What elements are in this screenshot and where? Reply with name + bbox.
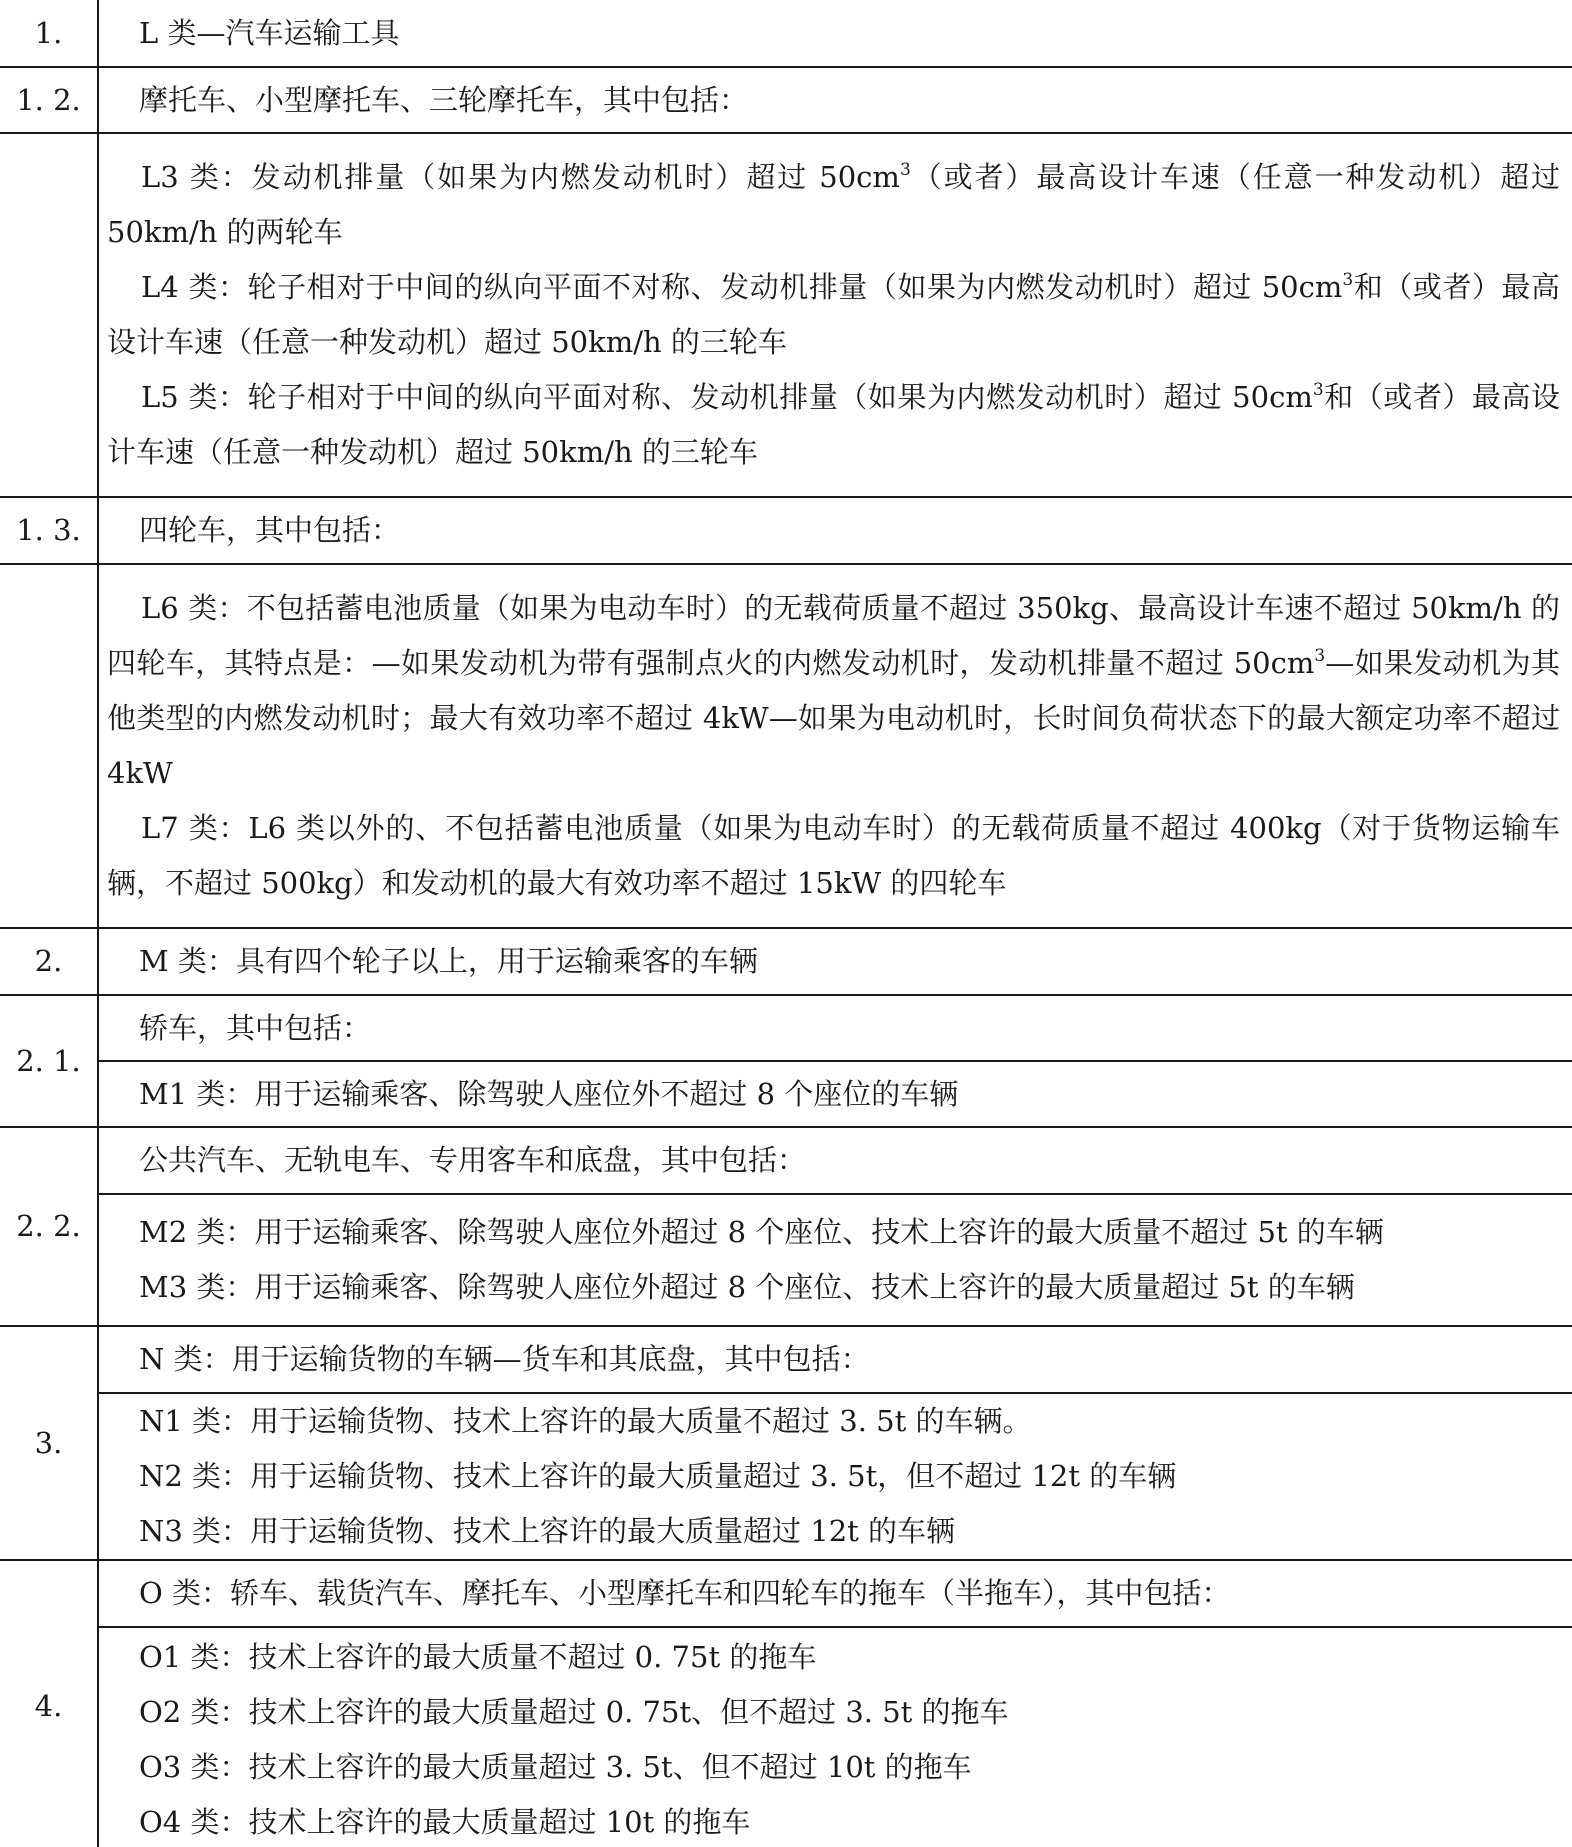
- table-row-1: [0, 0, 1572, 67]
- row-number: 1. 2.: [0, 67, 98, 133]
- table-row-2-1-m1: [0, 1061, 1572, 1127]
- row-text: O 类：轿车、载货汽车、摩托车、小型摩托车和四轮车的拖车（半拖车），其中包括：: [98, 1560, 1572, 1627]
- l4-paragraph: L4 类：轮子相对于中间的纵向平面不对称、发动机排量（如果为内燃发动机时）超过 $50cm^3$和（或者）最高设计车速（任意一种发动机）超过 50km/h 的三轮车: [107, 270, 1560, 359]
- table-row-4-head: [0, 1560, 1572, 1627]
- row-text: 轿车，其中包括：: [98, 995, 1572, 1061]
- table-row-4-o1-o4: [0, 1627, 1572, 1847]
- row-text-block: [98, 133, 1572, 497]
- row-number-empty: [0, 133, 98, 497]
- table-row-1-3: [0, 497, 1572, 564]
- table-row-1-2: [0, 67, 1572, 133]
- row-text-multi: [98, 1627, 1572, 1847]
- l6-paragraph: L6 类：不包括蓄电池质量（如果为电动车时）的无载荷质量不超过 350kg、最高设计车速不超过 50km/h 的四轮车，其特点是：—如果发动机为带有强制点火的内燃发动机时，发动机排量不超过 $50cm^3—$如果发动机为其他类型的内燃发动机时；最大有效功率不超过 4kW—如果为电动机时，长时间负荷状态下的最大额定功率不超过 4kW: [107, 591, 1560, 790]
- row-text: M1 类：用于运输乘客、除驾驶人座位外不超过 8 个座位的车辆: [98, 1061, 1572, 1127]
- l5-paragraph: L5 类：轮子相对于中间的纵向平面对称、发动机排量（如果为内燃发动机时）超过 $50cm^3$和（或者）最高设计车速（任意一种发动机）超过 50km/h 的三轮车: [107, 380, 1560, 469]
- row-text: L 类—汽车运输工具: [98, 0, 1572, 67]
- table-row-2: [0, 928, 1572, 995]
- row-text: N 类：用于运输货物的车辆—货车和其底盘，其中包括：: [98, 1326, 1572, 1393]
- l3-paragraph: L3 类：发动机排量（如果为内燃发动机时）超过 $50cm^3$（或者）最高设计车速（任意一种发动机）超过 50km/h 的两轮车: [107, 160, 1560, 249]
- row-number: 2. 1.: [0, 995, 98, 1127]
- o4-line: O4 类：技术上容许的最大质量超过 10t 的拖车: [139, 1804, 751, 1839]
- table-row-2-2-m2-m3: [0, 1194, 1572, 1326]
- row-text: M 类：具有四个轮子以上，用于运输乘客的车辆: [98, 928, 1572, 995]
- row-number: 1.: [0, 0, 98, 67]
- row-text-multi: [98, 1393, 1572, 1560]
- table-row-3-n1-n3: [0, 1393, 1572, 1560]
- row-number: 2.: [0, 928, 98, 995]
- n1-line: N1 类：用于运输货物、技术上容许的最大质量不超过 3. 5t 的车辆。: [139, 1404, 1032, 1438]
- m2-line: M2 类：用于运输乘客、除驾驶人座位外超过 8 个座位、技术上容许的最大质量不超过 5t 的车辆: [139, 1215, 1384, 1249]
- row-number: 1. 3.: [0, 497, 98, 564]
- row-text: 四轮车，其中包括：: [98, 497, 1572, 564]
- table-row-3-head: [0, 1326, 1572, 1393]
- table-row-l6-l7: [0, 564, 1572, 928]
- row-number-empty: [0, 564, 98, 928]
- o2-line: O2 类：技术上容许的最大质量超过 0. 75t、但不超过 3. 5t 的拖车: [139, 1694, 1009, 1729]
- table-row-l3-l5: [0, 133, 1572, 497]
- o1-line: O1 类：技术上容许的最大质量不超过 0. 75t 的拖车: [139, 1639, 817, 1674]
- row-text: 摩托车、小型摩托车、三轮摩托车，其中包括：: [98, 67, 1572, 133]
- l7-paragraph: L7 类：L6 类以外的、不包括蓄电池质量（如果为电动车时）的无载荷质量不超过 400kg（对于货物运输车辆，不超过 500kg）和发动机的最大有效功率不超过 15kW 的四轮车: [107, 811, 1560, 900]
- row-number: 3.: [0, 1326, 98, 1560]
- n3-line: N3 类：用于运输货物、技术上容许的最大质量超过 12t 的车辆: [139, 1514, 956, 1548]
- row-text-multi: [98, 1194, 1572, 1326]
- table-row-2-1-head: [0, 995, 1572, 1061]
- n2-line: N2 类：用于运输货物、技术上容许的最大质量超过 3. 5t，但不超过 12t 的车辆: [139, 1459, 1177, 1493]
- row-number: 2. 2.: [0, 1127, 98, 1326]
- m3-line: M3 类：用于运输乘客、除驾驶人座位外超过 8 个座位、技术上容许的最大质量超过 5t 的车辆: [139, 1270, 1355, 1304]
- o3-line: O3 类：技术上容许的最大质量超过 3. 5t、但不超过 10t 的拖车: [139, 1749, 972, 1784]
- table-row-2-2-head: [0, 1127, 1572, 1194]
- row-number: 4.: [0, 1560, 98, 1847]
- row-text: 公共汽车、无轨电车、专用客车和底盘，其中包括：: [98, 1127, 1572, 1194]
- row-text-block: [98, 564, 1572, 928]
